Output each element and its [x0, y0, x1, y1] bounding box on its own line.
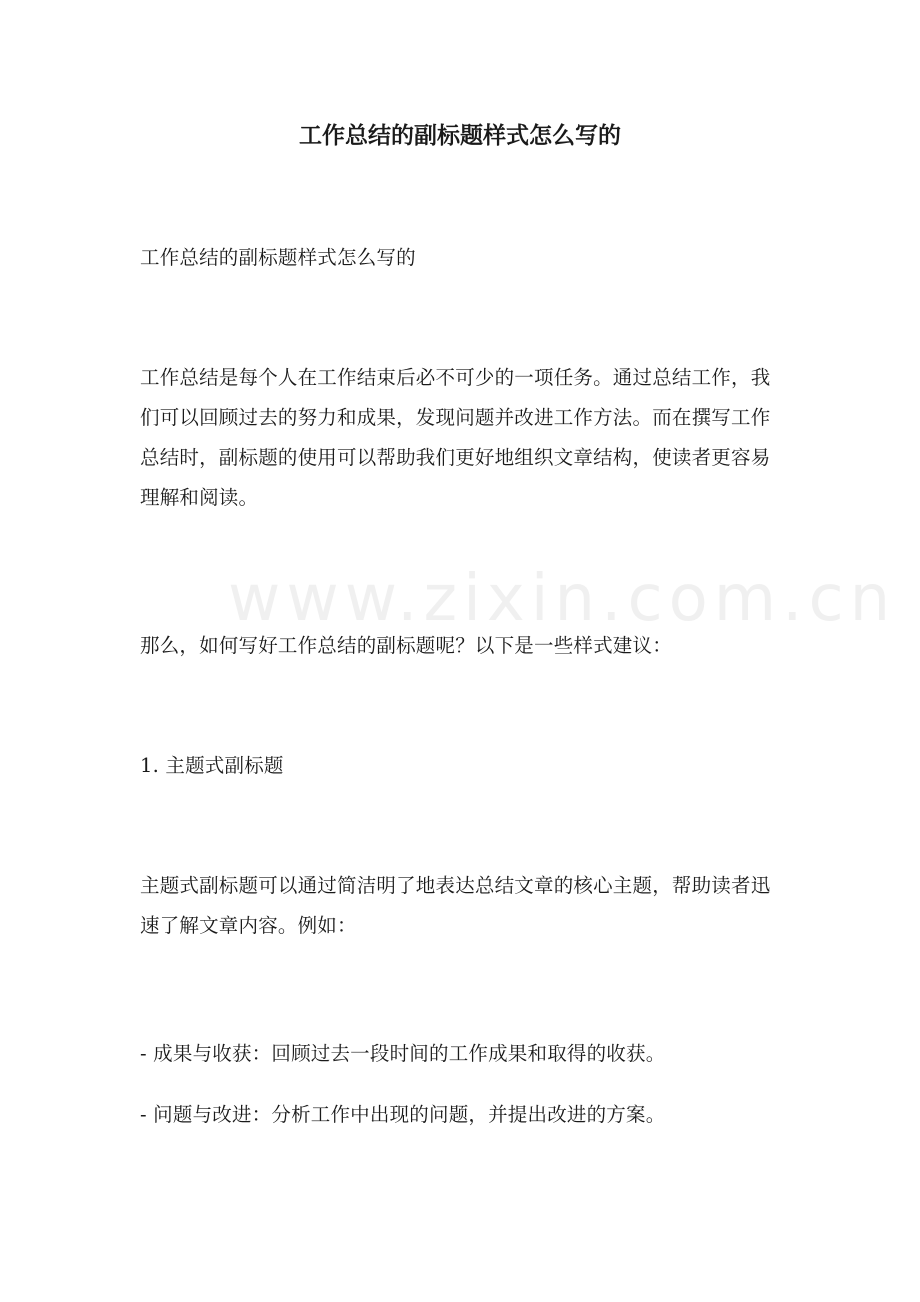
question-paragraph: 那么，如何写好工作总结的副标题呢？以下是一些样式建议：	[140, 634, 672, 657]
watermark-text: www.zixin.com.cn	[228, 562, 897, 636]
section-body-paragraph: 主题式副标题可以通过简洁明了地表达总结文章的核心主题，帮助读者迅速了解文章内容。例如：	[140, 874, 771, 937]
document-title: 工作总结的副标题样式怎么写的	[299, 122, 621, 149]
list-item-problems: - 问题与改进：分析工作中出现的问题，并提出改进的方案。	[140, 1103, 666, 1126]
subtitle-paragraph: 工作总结的副标题样式怎么写的	[140, 246, 416, 269]
section-heading-1: 1. 主题式副标题	[140, 754, 284, 777]
list-item-achievements: - 成果与收获：回顾过去一段时间的工作成果和取得的收获。	[140, 1042, 666, 1065]
intro-paragraph: 工作总结是每个人在工作结束后必不可少的一项任务。通过总结工作，我们可以回顾过去的努力和成果，发现问题并改进工作方法。而在撰写工作总结时，副标题的使用可以帮助我们更好地组织文章结构，使读者更容易理解和阅读。	[140, 366, 771, 509]
